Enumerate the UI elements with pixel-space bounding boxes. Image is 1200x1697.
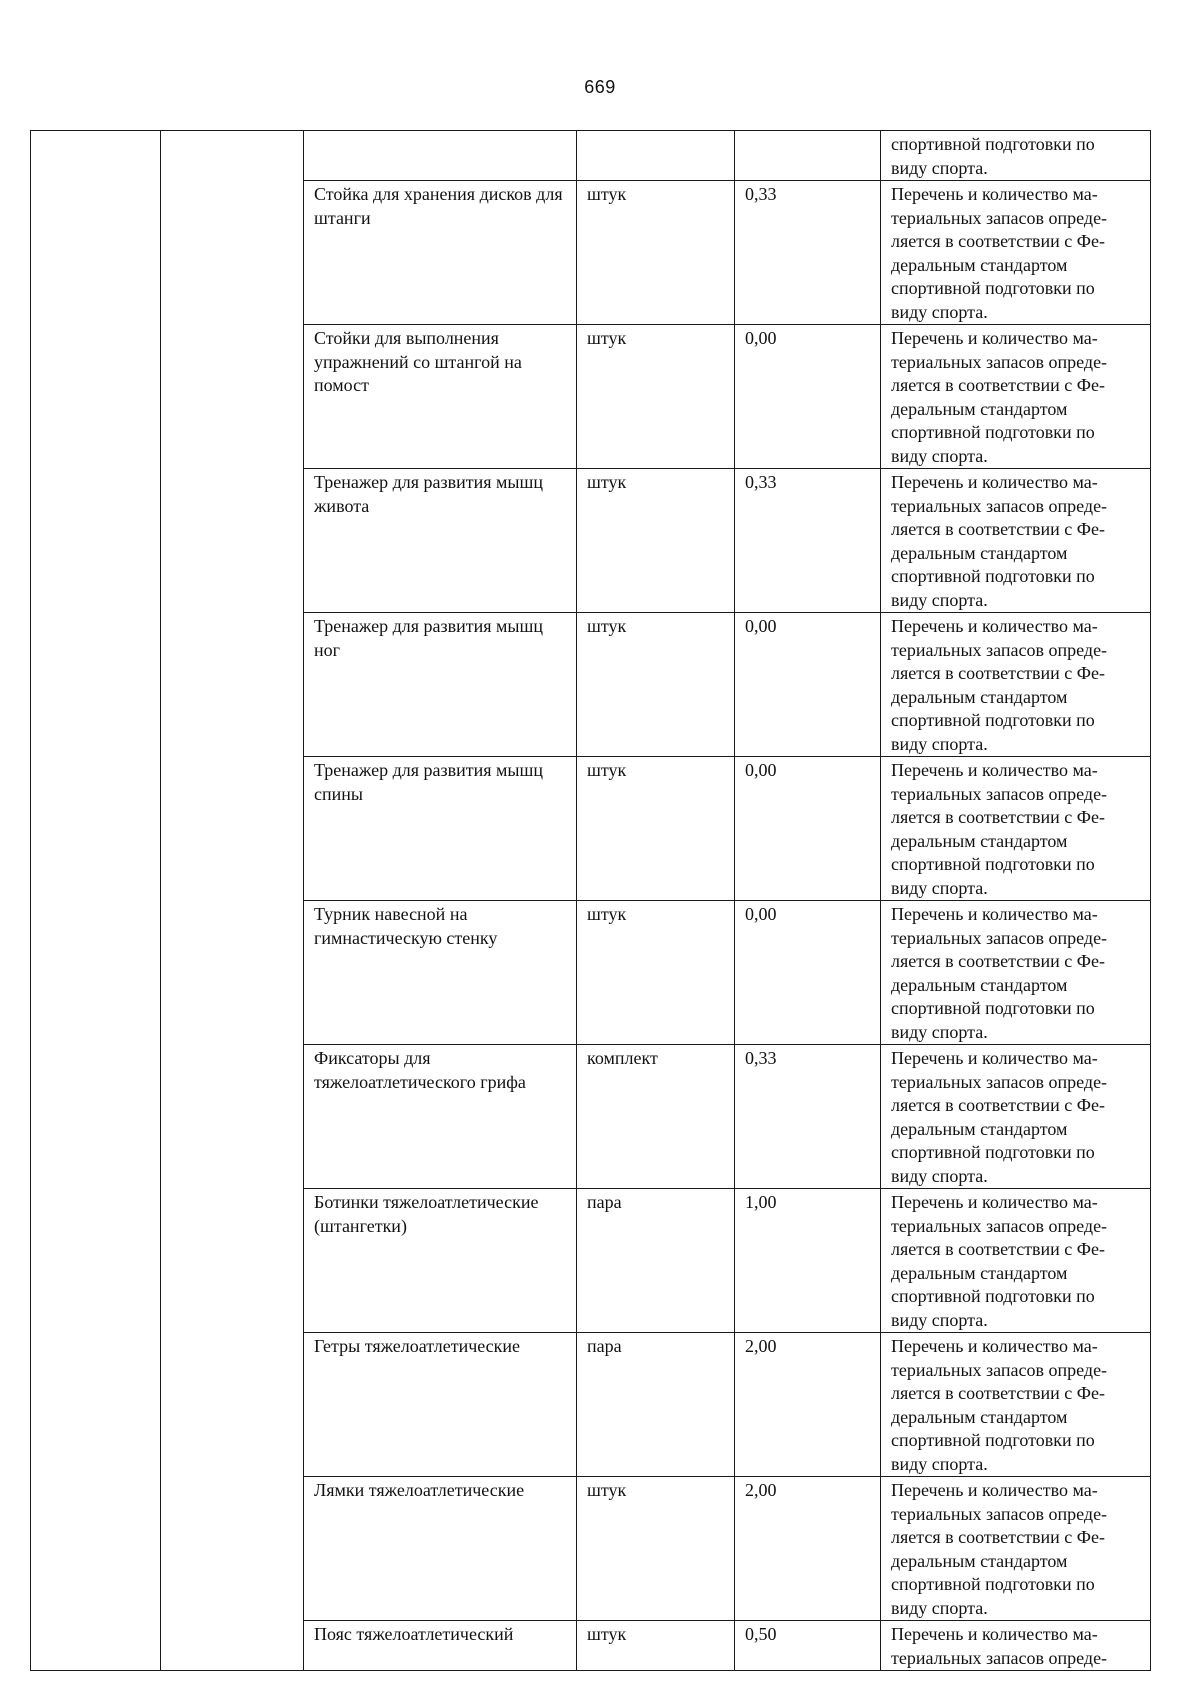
quantity-cell: 0,00 (735, 901, 881, 1045)
item-name-cell: Пояс тяжелоатлетический (304, 1621, 577, 1671)
item-name-cell (304, 131, 577, 181)
unit-cell: штук (577, 613, 735, 757)
unit-cell: штук (577, 469, 735, 613)
unit-cell: пара (577, 1333, 735, 1477)
item-name-cell: Тренажер для развития мышц ног (304, 613, 577, 757)
item-name-cell: Тренажер для развития мышц живота (304, 469, 577, 613)
note-cell: Перечень и количество ма- териальных запасов опреде- ляется в соответствии с Фе- деральным стандартом спортивной подготовки по виду спорта. (881, 901, 1151, 1045)
page-number: 669 (584, 77, 616, 97)
quantity-cell: 2,00 (735, 1333, 881, 1477)
item-name-cell: Турник навесной на гимнастическую стенку (304, 901, 577, 1045)
equipment-table (30, 130, 1151, 1671)
quantity-cell: 2,00 (735, 1477, 881, 1621)
unit-cell: комплект (577, 1045, 735, 1189)
item-name-cell: Тренажер для развития мышц спины (304, 757, 577, 901)
item-name-cell: Стойки для выполнения упражнений со штангой на помост (304, 325, 577, 469)
note-cell: Перечень и количество ма- териальных запасов опреде- ляется в соответствии с Фе- деральным стандартом спортивной подготовки по виду спорта. (881, 1477, 1151, 1621)
note-cell: Перечень и количество ма- териальных запасов опреде- (881, 1621, 1151, 1671)
unit-cell: штук (577, 181, 735, 325)
unit-cell: штук (577, 1621, 735, 1671)
empty-column-1 (31, 131, 161, 1671)
note-cell: Перечень и количество ма- териальных запасов опреде- ляется в соответствии с Фе- деральным стандартом спортивной подготовки по виду спорта. (881, 325, 1151, 469)
table-row (31, 131, 1151, 181)
quantity-cell: 0,00 (735, 613, 881, 757)
unit-cell: штук (577, 1477, 735, 1621)
note-cell: Перечень и количество ма- териальных запасов опреде- ляется в соответствии с Фе- деральным стандартом спортивной подготовки по виду спорта. (881, 1333, 1151, 1477)
unit-cell: штук (577, 325, 735, 469)
quantity-cell: 0,33 (735, 1045, 881, 1189)
empty-column-2 (161, 131, 304, 1671)
note-cell: спортивной подготовки по виду спорта. (881, 131, 1151, 181)
unit-cell: штук (577, 757, 735, 901)
item-name-cell: Фиксаторы для тяжелоатлетического грифа (304, 1045, 577, 1189)
note-cell: Перечень и количество ма- териальных запасов опреде- ляется в соответствии с Фе- деральным стандартом спортивной подготовки по виду спорта. (881, 1045, 1151, 1189)
item-name-cell: Стойка для хранения дисков для штанги (304, 181, 577, 325)
quantity-cell: 0,00 (735, 757, 881, 901)
quantity-cell: 0,00 (735, 325, 881, 469)
quantity-cell: 0,33 (735, 181, 881, 325)
unit-cell: штук (577, 901, 735, 1045)
unit-cell: пара (577, 1189, 735, 1333)
note-cell: Перечень и количество ма- териальных запасов опреде- ляется в соответствии с Фе- деральным стандартом спортивной подготовки по виду спорта. (881, 469, 1151, 613)
item-name-cell: Ботинки тяжелоатлетические (штангетки) (304, 1189, 577, 1333)
note-cell: Перечень и количество ма- териальных запасов опреде- ляется в соответствии с Фе- деральным стандартом спортивной подготовки по виду спорта. (881, 181, 1151, 325)
quantity-cell: 0,33 (735, 469, 881, 613)
item-name-cell: Лямки тяжелоатлетические (304, 1477, 577, 1621)
quantity-cell (735, 131, 881, 181)
item-name-cell: Гетры тяжелоатлетические (304, 1333, 577, 1477)
quantity-cell: 0,50 (735, 1621, 881, 1671)
note-cell: Перечень и количество ма- териальных запасов опреде- ляется в соответствии с Фе- деральным стандартом спортивной подготовки по виду спорта. (881, 757, 1151, 901)
quantity-cell: 1,00 (735, 1189, 881, 1333)
unit-cell (577, 131, 735, 181)
note-cell: Перечень и количество ма- териальных запасов опреде- ляется в соответствии с Фе- деральным стандартом спортивной подготовки по виду спорта. (881, 613, 1151, 757)
note-cell: Перечень и количество ма- териальных запасов опреде- ляется в соответствии с Фе- деральным стандартом спортивной подготовки по виду спорта. (881, 1189, 1151, 1333)
